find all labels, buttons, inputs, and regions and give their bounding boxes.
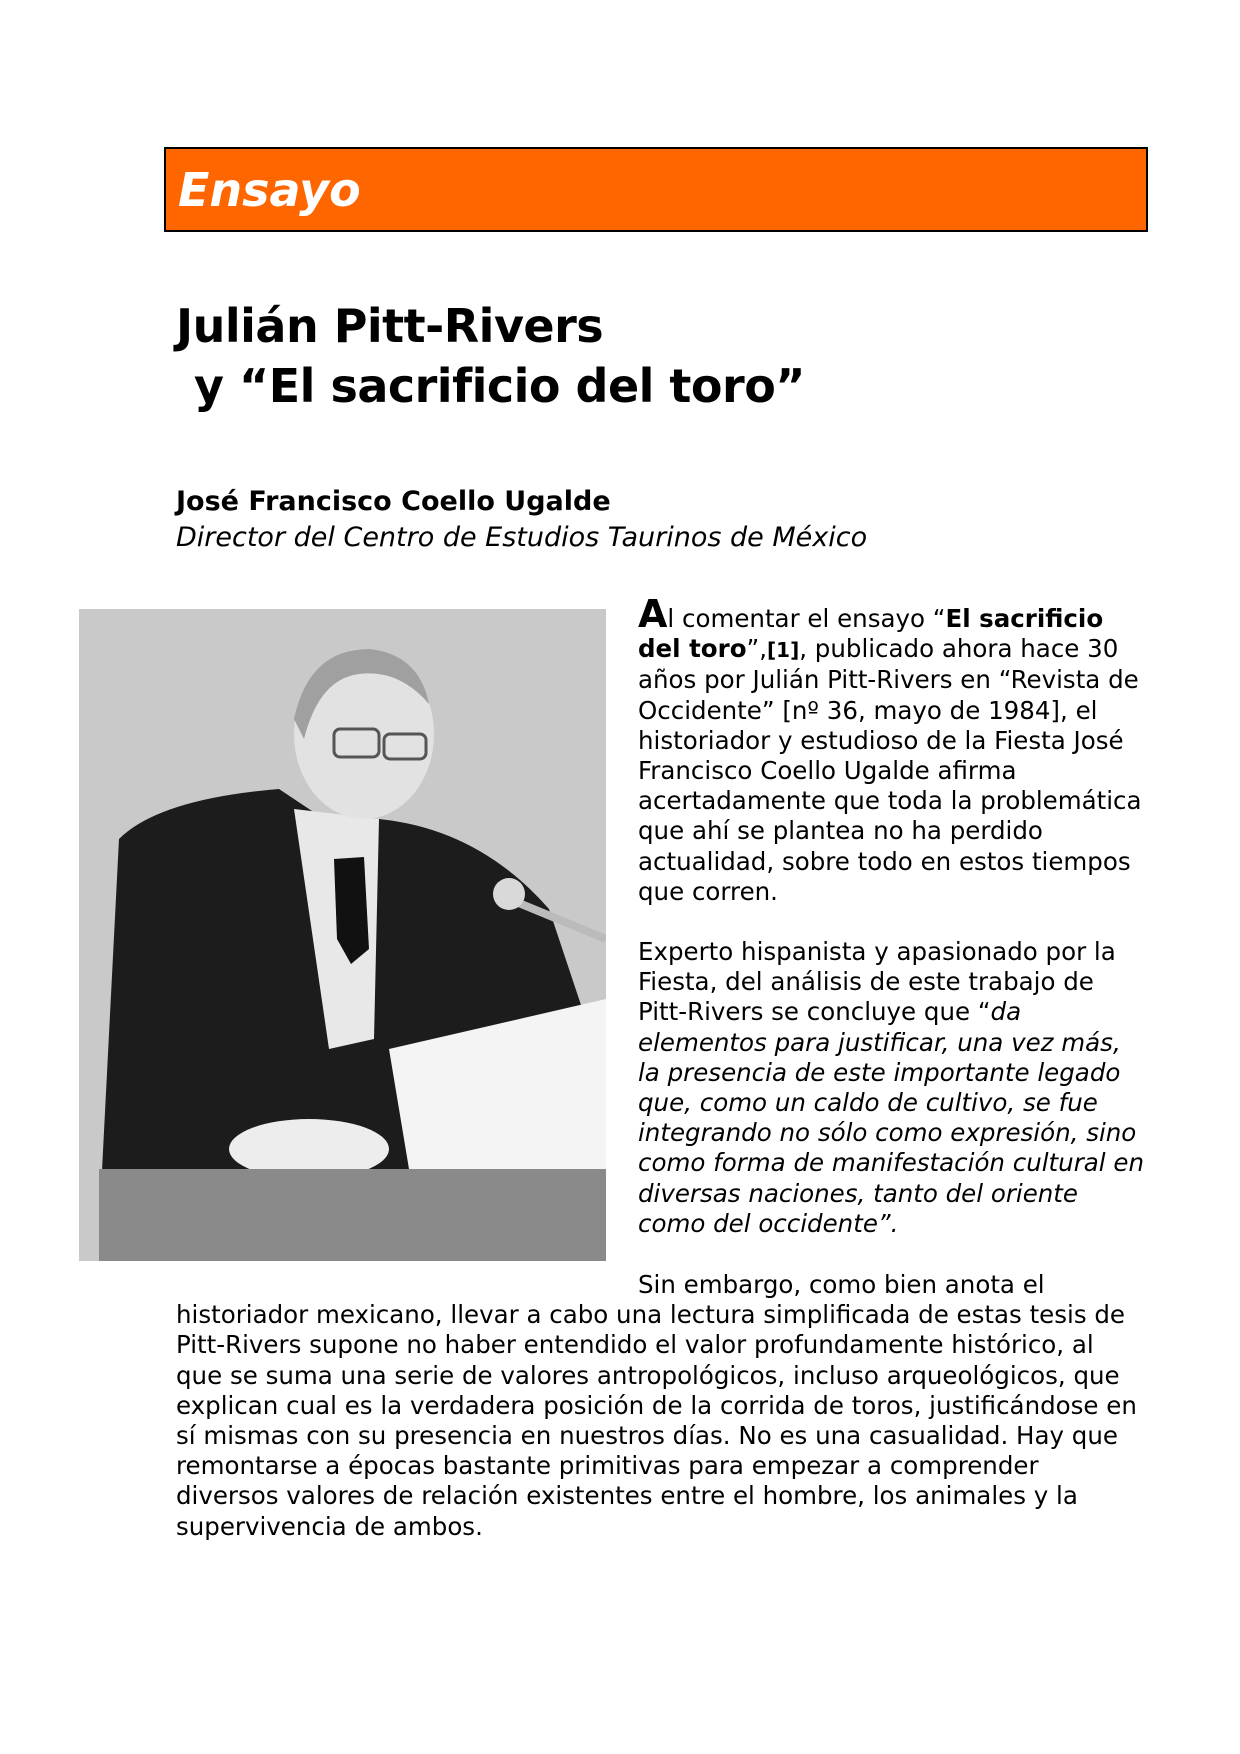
title-line-2: y “El sacrificio del toro” [194,359,806,413]
p1-lead: l comentar el ensayo “ [667,604,946,633]
title-line-1: Julián Pitt-Rivers [176,299,604,353]
author-name: José Francisco Coello Ugalde [176,486,611,517]
essay-title-ref: El sacrificio del toro [638,604,1104,664]
p2-lead: Experto hispanista y apasionado por la Fiesta, del análisis de este trabajo de Pitt-Rivers se concluye que “ [638,937,1116,1027]
author-role: Director del Centro de Estudios Taurinos de México [176,522,868,553]
section-label: Ensayo [178,163,361,217]
p1-rest: , publicado ahora hace 30 años por Julián Pitt-Rivers en “Revista de Occidente” [nº 36, mayo de 1984], el historiador y estudioso de la Fiesta José Francisco Coello Ugalde afirma acertadamente que toda la problemática que ahí se plantea no ha perdido actualidad, sobre todo en estos tiempos que corren. [638,634,1142,906]
paragraph-1 [638,592,1148,907]
article-title [176,296,805,416]
section-banner [164,147,1148,232]
paragraph-2 [638,937,1148,1239]
p1-quote-close: ”, [746,634,768,664]
drop-cap: A [638,592,668,636]
paragraph-3 [176,1270,1146,1542]
p3-rest: historiador mexicano, llevar a cabo una lectura simplificada de estas tesis de Pitt-Rivers supone no haber entendido el valor profundamente histórico, al que se suma una serie de valores antropológicos, incluso arqueológicos, que explican cual es la verdadera posición de la corrida de toros, justificándose en sí mismas con su presencia en nuestros días. No es una casualidad. Hay que remontarse a épocas bastante primitivas para empezar a comprender diversos valores de relación existentes entre el hombre, los animales y la supervivencia de ambos. [176,1300,1137,1541]
portrait-photo [79,609,606,1261]
body-column [638,592,1148,1269]
p3-first-line: Sin embargo, como bien anota el [638,1270,1045,1299]
p2-quote: da elementos para justificar, una vez más, la presencia de este importante legado que, como un caldo de cultivo, se fue integrando no sólo como expresión, sino como forma de manifestación cultural en diversas naciones, tanto del oriente como del occidente”. [638,997,1144,1238]
footnote-ref[interactable]: [1] [767,638,800,663]
portrait-illustration [79,609,606,1261]
